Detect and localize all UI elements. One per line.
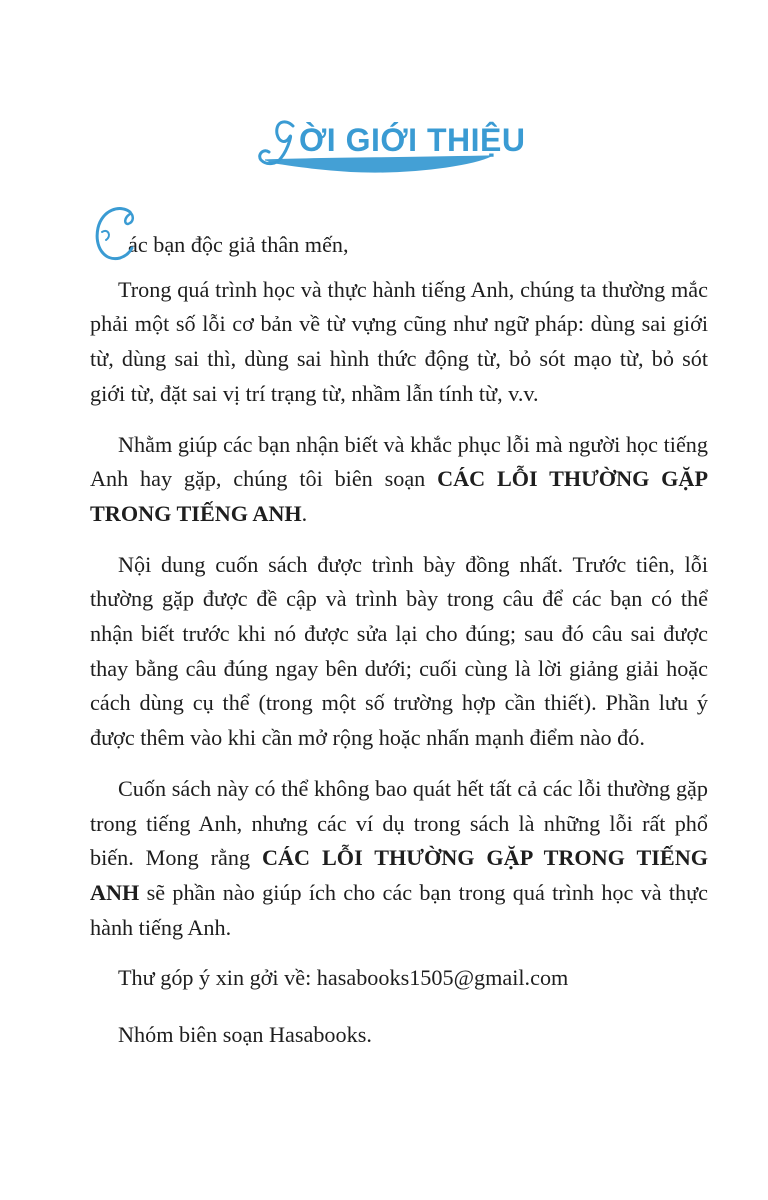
signature-line: Nhóm biên soạn Hasabooks. [118,1022,372,1048]
greeting-text: ác bạn độc giả thân mến, [128,232,349,257]
title-text: ỜI GIỚI THIỆU [299,122,526,158]
greeting [90,228,708,263]
paragraph-3: Nội dung cuốn sách được trình bày đồng nhất. Trước tiên, lỗi thường gặp được đề cập và trình bày trong câu để các bạn có thể nhận biết trước khi nó được sửa lại cho đúng; sau đó câu sai được thay bằng câu đúng ngay bên dưới; cuối cùng là lời giảng giải hoặc cách dùng cụ thể (trong một số trường hợp cần thiết). Phần lưu ý được thêm vào khi cần mở rộng hoặc nhấn mạnh điểm nào đó. [90,551,708,751]
contact-line: Thư góp ý xin gởi về: hasabooks1505@gmail.com [118,965,569,991]
paragraph-2-start: Nhằm giúp các bạn nhận biết và khắc phục lỗi mà người học tiếng Anh hay gặp, chúng tôi biên soạn [90,431,708,492]
page-title [255,108,526,178]
paragraph-4-start: Cuốn sách này có thể không bao quát hết tất cả các lỗi thường gặp trong tiếng Anh, nhưng các ví dụ trong sách là những lỗi rất phổ biến. Mong rằng [90,775,708,871]
paragraph-2 [90,428,708,532]
paragraph-2-end: . [301,500,308,526]
paragraph-4-end: sẽ phần nào giúp ích cho các bạn trong quá trình học và thực hành tiếng Anh. [90,879,708,940]
paragraph-1: Trong quá trình học và thực hành tiếng Anh, chúng ta thường mắc phải một số lỗi cơ bản về từ vựng cũng như ngữ pháp: dùng sai giới từ, dùng sai thì, dùng sai hình thức động từ, bỏ sót mạo từ, bỏ sót giới từ, đặt sai vị trí trạng từ, nhầm lẫn tính từ, v.v. [90,276,708,406]
paragraph-4 [90,772,708,946]
dropcap-c-icon [90,202,140,272]
book-title-bold: CÁC LỖI THƯỜNG GẶP TRONG TIẾNG ANH [90,845,708,905]
intro-body [90,228,708,1075]
book-title-bold: CÁC LỖI THƯỜNG GẶP TRONG TIẾNG ANH [90,466,709,526]
